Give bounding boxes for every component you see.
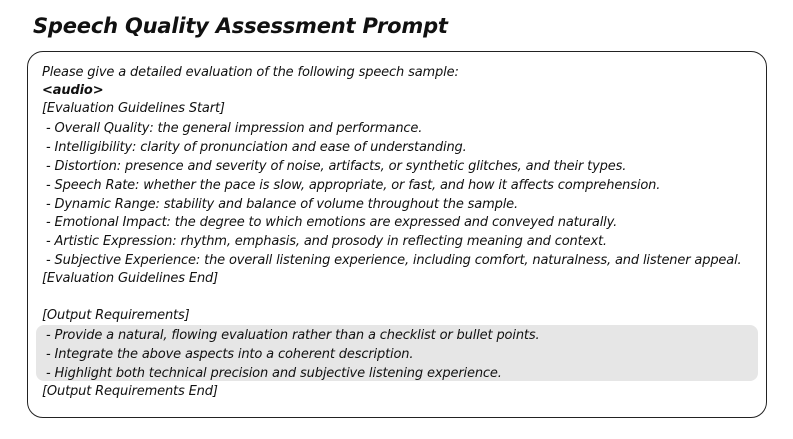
guideline-emotional-impact: - Emotional Impact: the degree to which emotions are expressed and conveyed naturally. bbox=[46, 215, 618, 230]
prompt-intro: Please give a detailed evaluation of the following speech sample: bbox=[42, 65, 459, 80]
output-requirements-start: [Output Requirements] bbox=[42, 308, 190, 323]
guideline-distortion: - Distortion: presence and severity of noise, artifacts, or synthetic glitches, and their types. bbox=[46, 159, 627, 174]
output-requirement-natural: - Provide a natural, flowing evaluation rather than a checklist or bullet points. bbox=[46, 328, 540, 343]
guideline-artistic-expression: - Artistic Expression: rhythm, emphasis, and prosody in reflecting meaning and context. bbox=[46, 234, 607, 249]
guideline-subjective-experience: - Subjective Experience: the overall listening experience, including comfort, naturalness, and listener appeal. bbox=[46, 253, 742, 268]
page-title: Speech Quality Assessment Prompt bbox=[33, 14, 448, 38]
guideline-dynamic-range: - Dynamic Range: stability and balance of volume throughout the sample. bbox=[46, 197, 518, 212]
output-requirement-integrate: - Integrate the above aspects into a coherent description. bbox=[46, 347, 414, 362]
output-requirement-highlight: - Highlight both technical precision and subjective listening experience. bbox=[46, 366, 502, 381]
guidelines-start: [Evaluation Guidelines Start] bbox=[42, 101, 225, 116]
guideline-speech-rate: - Speech Rate: whether the pace is slow, appropriate, or fast, and how it affects comprehension. bbox=[46, 178, 661, 193]
guidelines-end: [Evaluation Guidelines End] bbox=[42, 271, 219, 286]
audio-tag: <audio> bbox=[42, 83, 104, 98]
guideline-intelligibility: - Intelligibility: clarity of pronunciation and ease of understanding. bbox=[46, 140, 467, 155]
guideline-overall-quality: - Overall Quality: the general impression and performance. bbox=[46, 121, 423, 136]
output-requirements-end: [Output Requirements End] bbox=[42, 384, 218, 399]
